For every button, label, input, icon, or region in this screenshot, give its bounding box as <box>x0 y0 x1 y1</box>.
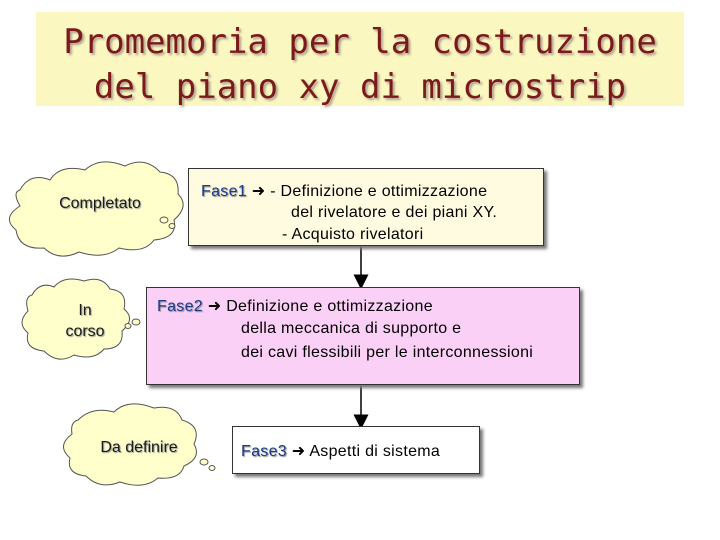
phase-header-fase1 <box>201 181 487 201</box>
phase-line: Aspetti di sistema <box>309 443 441 460</box>
phase-line: della meccanica di supporto e <box>241 320 462 337</box>
phase-header-fase2 <box>157 296 433 316</box>
phase-line: - Acquisto rivelatori <box>282 226 424 243</box>
page-title-line-1: Promemoria per la costruzione <box>63 22 657 62</box>
phase-box-fase1 <box>188 168 544 246</box>
status-label-completato: Completato <box>59 195 141 212</box>
phase-name: Fase3 <box>241 443 287 460</box>
phase-line: Definizione e ottimizzazione <box>226 298 433 315</box>
status-label-in-corso-1: In <box>78 302 92 319</box>
phase-box-fase3 <box>232 426 480 474</box>
phase-name: Fase2 <box>157 298 203 315</box>
status-label-in-corso-2: corso <box>65 323 105 340</box>
phase-name: Fase1 <box>201 183 247 200</box>
arrow-right-icon: ➜ <box>207 298 222 315</box>
page-title-line-2: del piano xy di microstrip <box>93 67 627 107</box>
status-label-da-definire: Da definire <box>100 439 178 456</box>
phase-header-fase3 <box>241 441 440 461</box>
phase-line: del rivelatore e dei piani XY. <box>291 204 498 221</box>
phase-line: - Definizione e ottimizzazione <box>270 183 488 200</box>
arrow-right-icon: ➜ <box>251 183 266 200</box>
phase-line: dei cavi flessibili per le interconnessioni <box>241 344 534 361</box>
arrow-right-icon: ➜ <box>291 443 306 460</box>
phase-box-fase2 <box>146 287 580 385</box>
